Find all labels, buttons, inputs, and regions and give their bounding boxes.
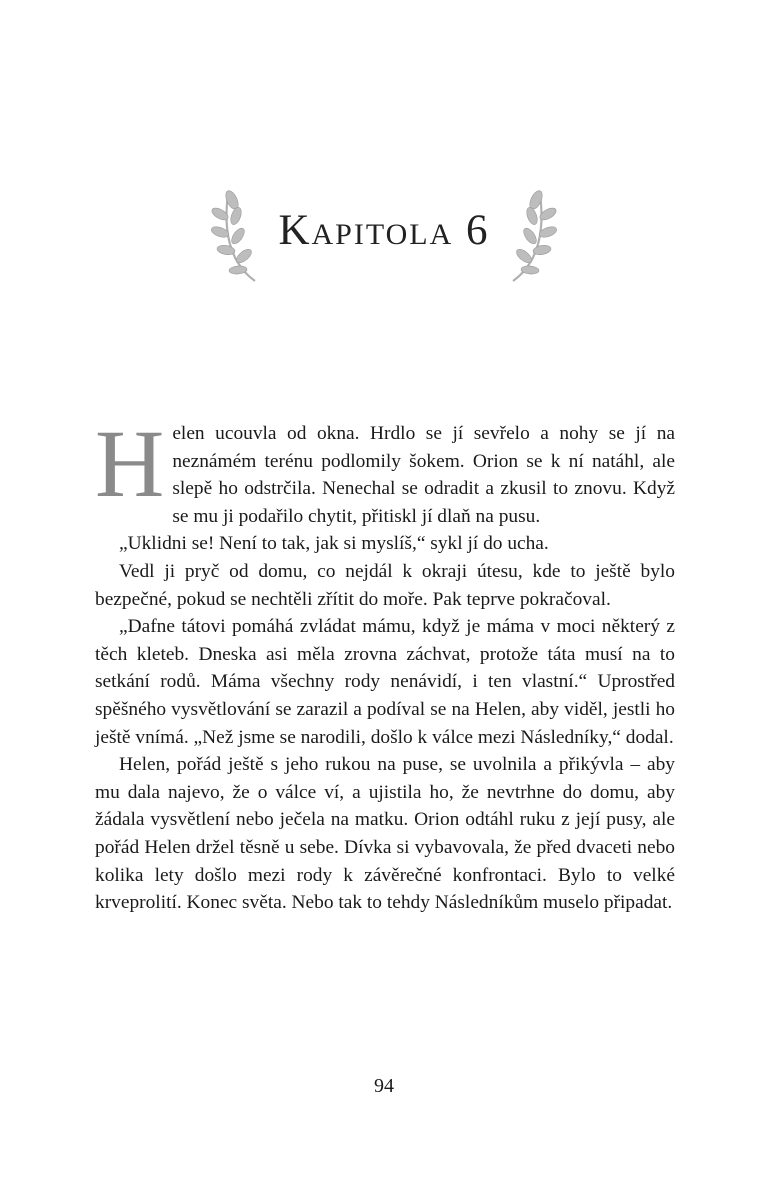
paragraph: Helen, pořád ještě s jeho rukou na puse, se uvolnila a přikývla – aby mu dala najevo, že o válce ví, a ujistila ho, že nevtrhne do domu, aby žádala vysvětlení nebo ječela na matku. Orion odtáhl ruku z její pusy, ale pořád Helen držel těsně u sebe. Dívka si vybavovala, že před dvaceti nebo kolika lety došlo mezi rody k závěrečné konfrontaci. Bylo to velké krveprolití. Konec světa. Nebo tak to tehdy Následníkům muselo připadat. [95, 754, 675, 914]
drop-cap: H [95, 410, 165, 517]
paragraph-text: elen ucouvla od okna. Hrdlo se jí sevřelo a nohy se jí na neznámém terénu podlomily šokem. Orion se k ní natáhl, ale slepě ho odstrčila. Nenechal se odradit a zkusil to znovu. Když se mu ji podařilo chytit, přitiskl jí dlaň na pusu. [172, 423, 675, 527]
chapter-heading [200, 186, 568, 286]
paragraph: „Dafne tátovi pomáhá zvládat mámu, když je máma v moci některý z těch kleteb. Dneska asi měla zrovna záchvat, protože táta musí na to setkání rodů. Máma všechny rody nenávidí, i ten vlastní.“ Uprostřed spěšného vysvětlování se zarazil a podíval se na Helen, aby viděl, jestli ho ještě vnímá. „Než jsme se narodili, došlo k válce mezi Následníky,“ dodal. [95, 616, 675, 748]
paragraph: „Uklidni se! Není to tak, jak si myslíš,“ sykl jí do ucha. [119, 533, 549, 555]
paragraph [95, 410, 675, 530]
laurel-wreath-icon [498, 186, 558, 286]
chapter-title: Kapitola 6 [278, 207, 490, 254]
paragraph: Vedl ji pryč od domu, co nejdál k okraji útesu, kde to ještě bylo bezpečné, pokud se nechtěli zřítit do moře. Pak teprve pokračoval. [95, 560, 675, 610]
page-number: 94 [374, 1075, 394, 1097]
chapter-body [95, 410, 675, 917]
